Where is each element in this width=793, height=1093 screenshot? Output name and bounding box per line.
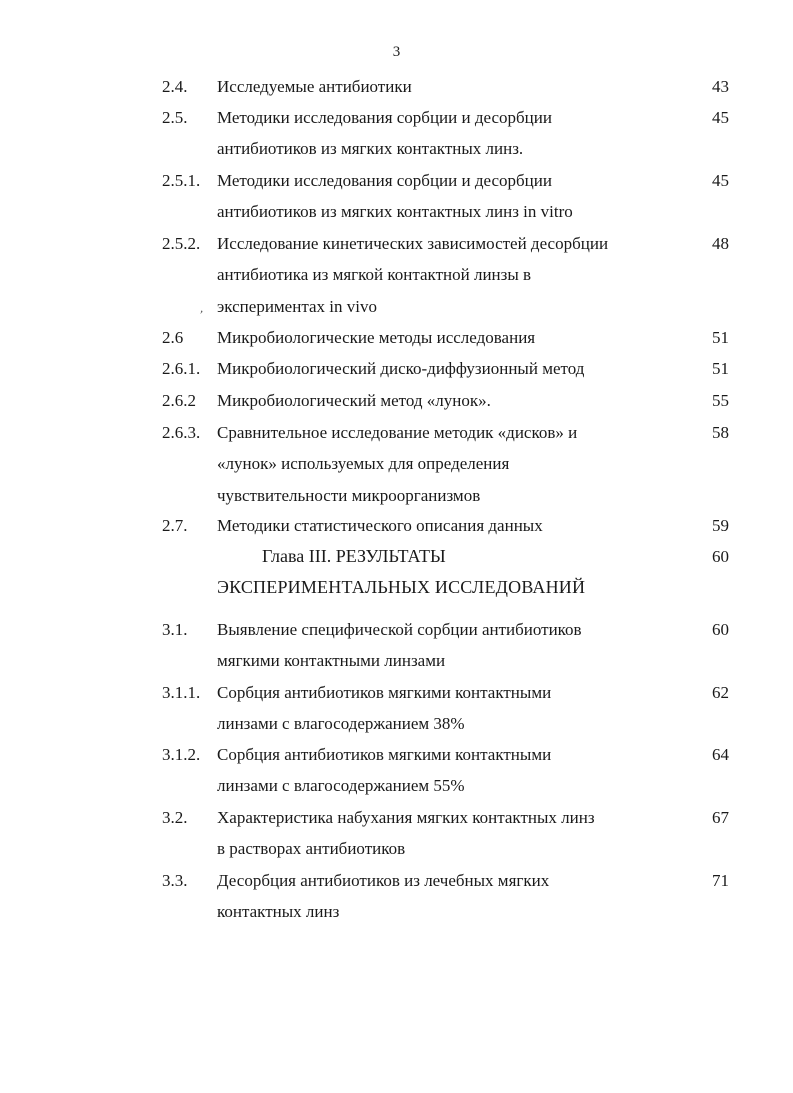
toc-entry-page: 60 xyxy=(712,620,729,639)
chapter-title-line: ЭКСПЕРИМЕНТАЛЬНЫХ ИССЛЕДОВАНИЙ xyxy=(217,577,586,597)
toc-entry-page: 48 xyxy=(712,234,729,253)
toc-entry-title-line: антибиотика из мягкой контактной линзы в xyxy=(217,265,532,285)
toc-entry-number: 2.6.3. xyxy=(162,423,201,442)
toc-entry-page: 51 xyxy=(712,328,729,347)
toc-entry-title-line: Методики исследования сорбции и десорбции xyxy=(217,108,552,127)
toc-entry-title xyxy=(217,802,667,865)
toc-entry-page: 51 xyxy=(712,359,729,378)
toc-entry-title-line: линзами с влагосодержанием 38% xyxy=(217,714,465,734)
toc-entry-title-line: Характеристика набухания мягких контактных линз xyxy=(217,808,595,827)
toc-entry-number: 2.6.2 xyxy=(162,391,196,410)
toc-entry-page: 55 xyxy=(712,391,729,410)
page-number: 3 xyxy=(392,44,401,60)
toc-entry-page: 71 xyxy=(712,871,729,890)
toc-entry-title-line: контактных линз xyxy=(217,902,340,922)
toc-entry-title xyxy=(217,739,667,802)
toc-entry-number: 2.5.2. xyxy=(162,234,201,253)
toc-entry-title-line: антибиотиков из мягких контактных линз. xyxy=(217,139,524,159)
toc-entry-title xyxy=(217,165,667,228)
toc-entry-title-line: чувствительности микроорганизмов xyxy=(217,485,481,505)
toc-entry-title-line: Методики исследования сорбции и десорбции xyxy=(217,171,552,190)
toc-entry-title-line: «лунок» используемых для определения xyxy=(217,454,510,474)
toc-entry-number: 2.6 xyxy=(162,328,184,347)
toc-entry-title xyxy=(217,102,667,165)
toc-entry-title-line: линзами с влагосодержанием 55% xyxy=(217,776,465,796)
toc-entry-page: 60 xyxy=(712,547,729,566)
toc-entry-number: 3.3. xyxy=(162,871,188,890)
toc-entry-page: 43 xyxy=(712,77,729,96)
toc-entry-title xyxy=(217,228,667,322)
toc-entry-title xyxy=(217,677,667,740)
toc-entry-title-line: Сравнительное исследование методик «дисков» и xyxy=(217,423,578,442)
toc-entry-title-line: Микробиологический диско-диффузионный метод xyxy=(217,359,585,378)
toc-entry-number: 3.2. xyxy=(162,808,188,827)
toc-entry-title-line: Выявление специфической сорбции антибиотиков xyxy=(217,620,582,639)
toc-entry-page: 62 xyxy=(712,683,729,702)
toc-entry-title-line: Десорбция антибиотиков из лечебных мягких xyxy=(217,871,550,890)
toc-entry-title-line: экспериментах in vivo xyxy=(217,296,377,316)
toc-entry-title xyxy=(217,385,667,416)
toc-entry-title-line: Методики статистического описания данных xyxy=(217,516,543,535)
toc-entry-title-line: антибиотиков из мягких контактных линз in vitro xyxy=(217,202,573,222)
chapter-title-line: Глава III. РЕЗУЛЬТАТЫ xyxy=(262,546,446,566)
toc-entry-title xyxy=(217,353,667,384)
toc-entry-number: 3.1. xyxy=(162,620,188,639)
toc-entry-number: 2.6.1. xyxy=(162,359,201,378)
toc-entry-title-line: Исследуемые антибиотики xyxy=(217,77,412,96)
toc-entry-page: 64 xyxy=(712,745,729,764)
toc-entry-page: 67 xyxy=(712,808,729,827)
toc-entry-number: 2.4. xyxy=(162,77,188,96)
toc-entry-title-line: Микробиологические методы исследования xyxy=(217,328,536,347)
toc-entry-number: 2.5. xyxy=(162,108,188,127)
toc-entry-title-line: Микробиологический метод «лунок». xyxy=(217,391,491,410)
toc-entry-title xyxy=(217,614,667,677)
toc-entry-page: 58 xyxy=(712,423,729,442)
toc-entry-page: 59 xyxy=(712,516,729,535)
toc-entry-title-line: Исследование кинетических зависимостей десорбции xyxy=(217,234,609,253)
toc-entry-title-line: Сорбция антибиотиков мягкими контактными xyxy=(217,745,552,764)
toc-entry-number: 2.7. xyxy=(162,516,188,535)
toc-entry-title xyxy=(217,510,667,541)
toc-entry-number: 2.5.1. xyxy=(162,171,201,190)
toc-entry-number: 3.1.2. xyxy=(162,745,201,764)
toc-entry-number: 3.1.1. xyxy=(162,683,201,702)
toc-entry-title xyxy=(217,71,667,102)
toc-entry-page: 45 xyxy=(712,171,729,190)
toc-entry-title xyxy=(217,322,667,353)
toc-entry-title xyxy=(217,417,667,511)
toc-entry-title-line: мягкими контактными линзами xyxy=(217,651,446,671)
toc-entry-title xyxy=(217,865,667,928)
toc-entry-title-line: в растворах антибиотиков xyxy=(217,839,406,859)
stray-mark: , xyxy=(199,300,206,316)
toc-entry-title-line: Сорбция антибиотиков мягкими контактными xyxy=(217,683,552,702)
toc-entry-page: 45 xyxy=(712,108,729,127)
